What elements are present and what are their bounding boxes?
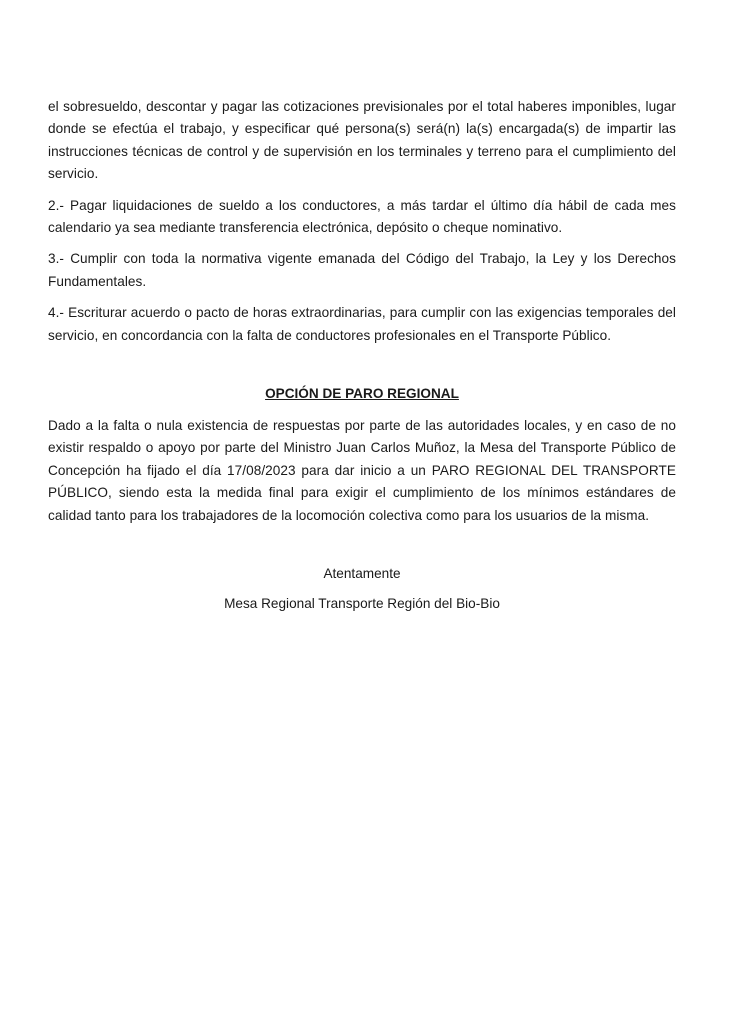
section-heading — [48, 383, 676, 405]
section-title: OPCIÓN DE PARO REGIONAL — [265, 386, 459, 402]
paragraph-item-4: 4.- Escriturar acuerdo o pacto de horas extraordinarias, para cumplir con las exigencias temporales del servicio, en concordancia con la falta de conductores profesionales en el Transporte Público. — [48, 305, 676, 343]
closing-salutation: Atentamente — [323, 566, 401, 582]
paragraph-continuation: el sobresueldo, descontar y pagar las cotizaciones previsionales por el total haberes imponibles, lugar donde se efectúa el trabajo, y especificar qué persona(s) será(n) la(s) encargada(s) de impartir las instrucciones técnicas de control y de supervisión en los terminales y terreno para el cumplimiento del servicio. — [48, 99, 676, 182]
paragraph-item-3: 3.- Cumplir con toda la normativa vigente emanada del Código del Trabajo, la Ley y los Derechos Fundamentales. — [48, 251, 676, 289]
section-paragraph: Dado a la falta o nula existencia de respuestas por parte de las autoridades locales, y en caso de no existir respaldo o apoyo por parte del Ministro Juan Carlos Muñoz, la Mesa del Transporte Público de Concepción ha fijado el día 17/08/2023 para dar inicio a un PARO REGIONAL DEL TRANSPORTE PÚBLICO, siendo esta la medida final para exigir el cumplimiento de los mínimos estándares de calidad tanto para los trabajadores de la locomoción colectiva como para los usuarios de la misma. — [48, 418, 676, 523]
closing-block — [48, 563, 676, 615]
signature-line: Mesa Regional Transporte Región del Bio-Bio — [224, 596, 500, 612]
paragraph-item-2: 2.- Pagar liquidaciones de sueldo a los conductores, a más tardar el último día hábil de cada mes calendario ya sea mediante transferencia electrónica, depósito o cheque nominativo. — [48, 197, 676, 236]
document-body — [48, 96, 676, 615]
